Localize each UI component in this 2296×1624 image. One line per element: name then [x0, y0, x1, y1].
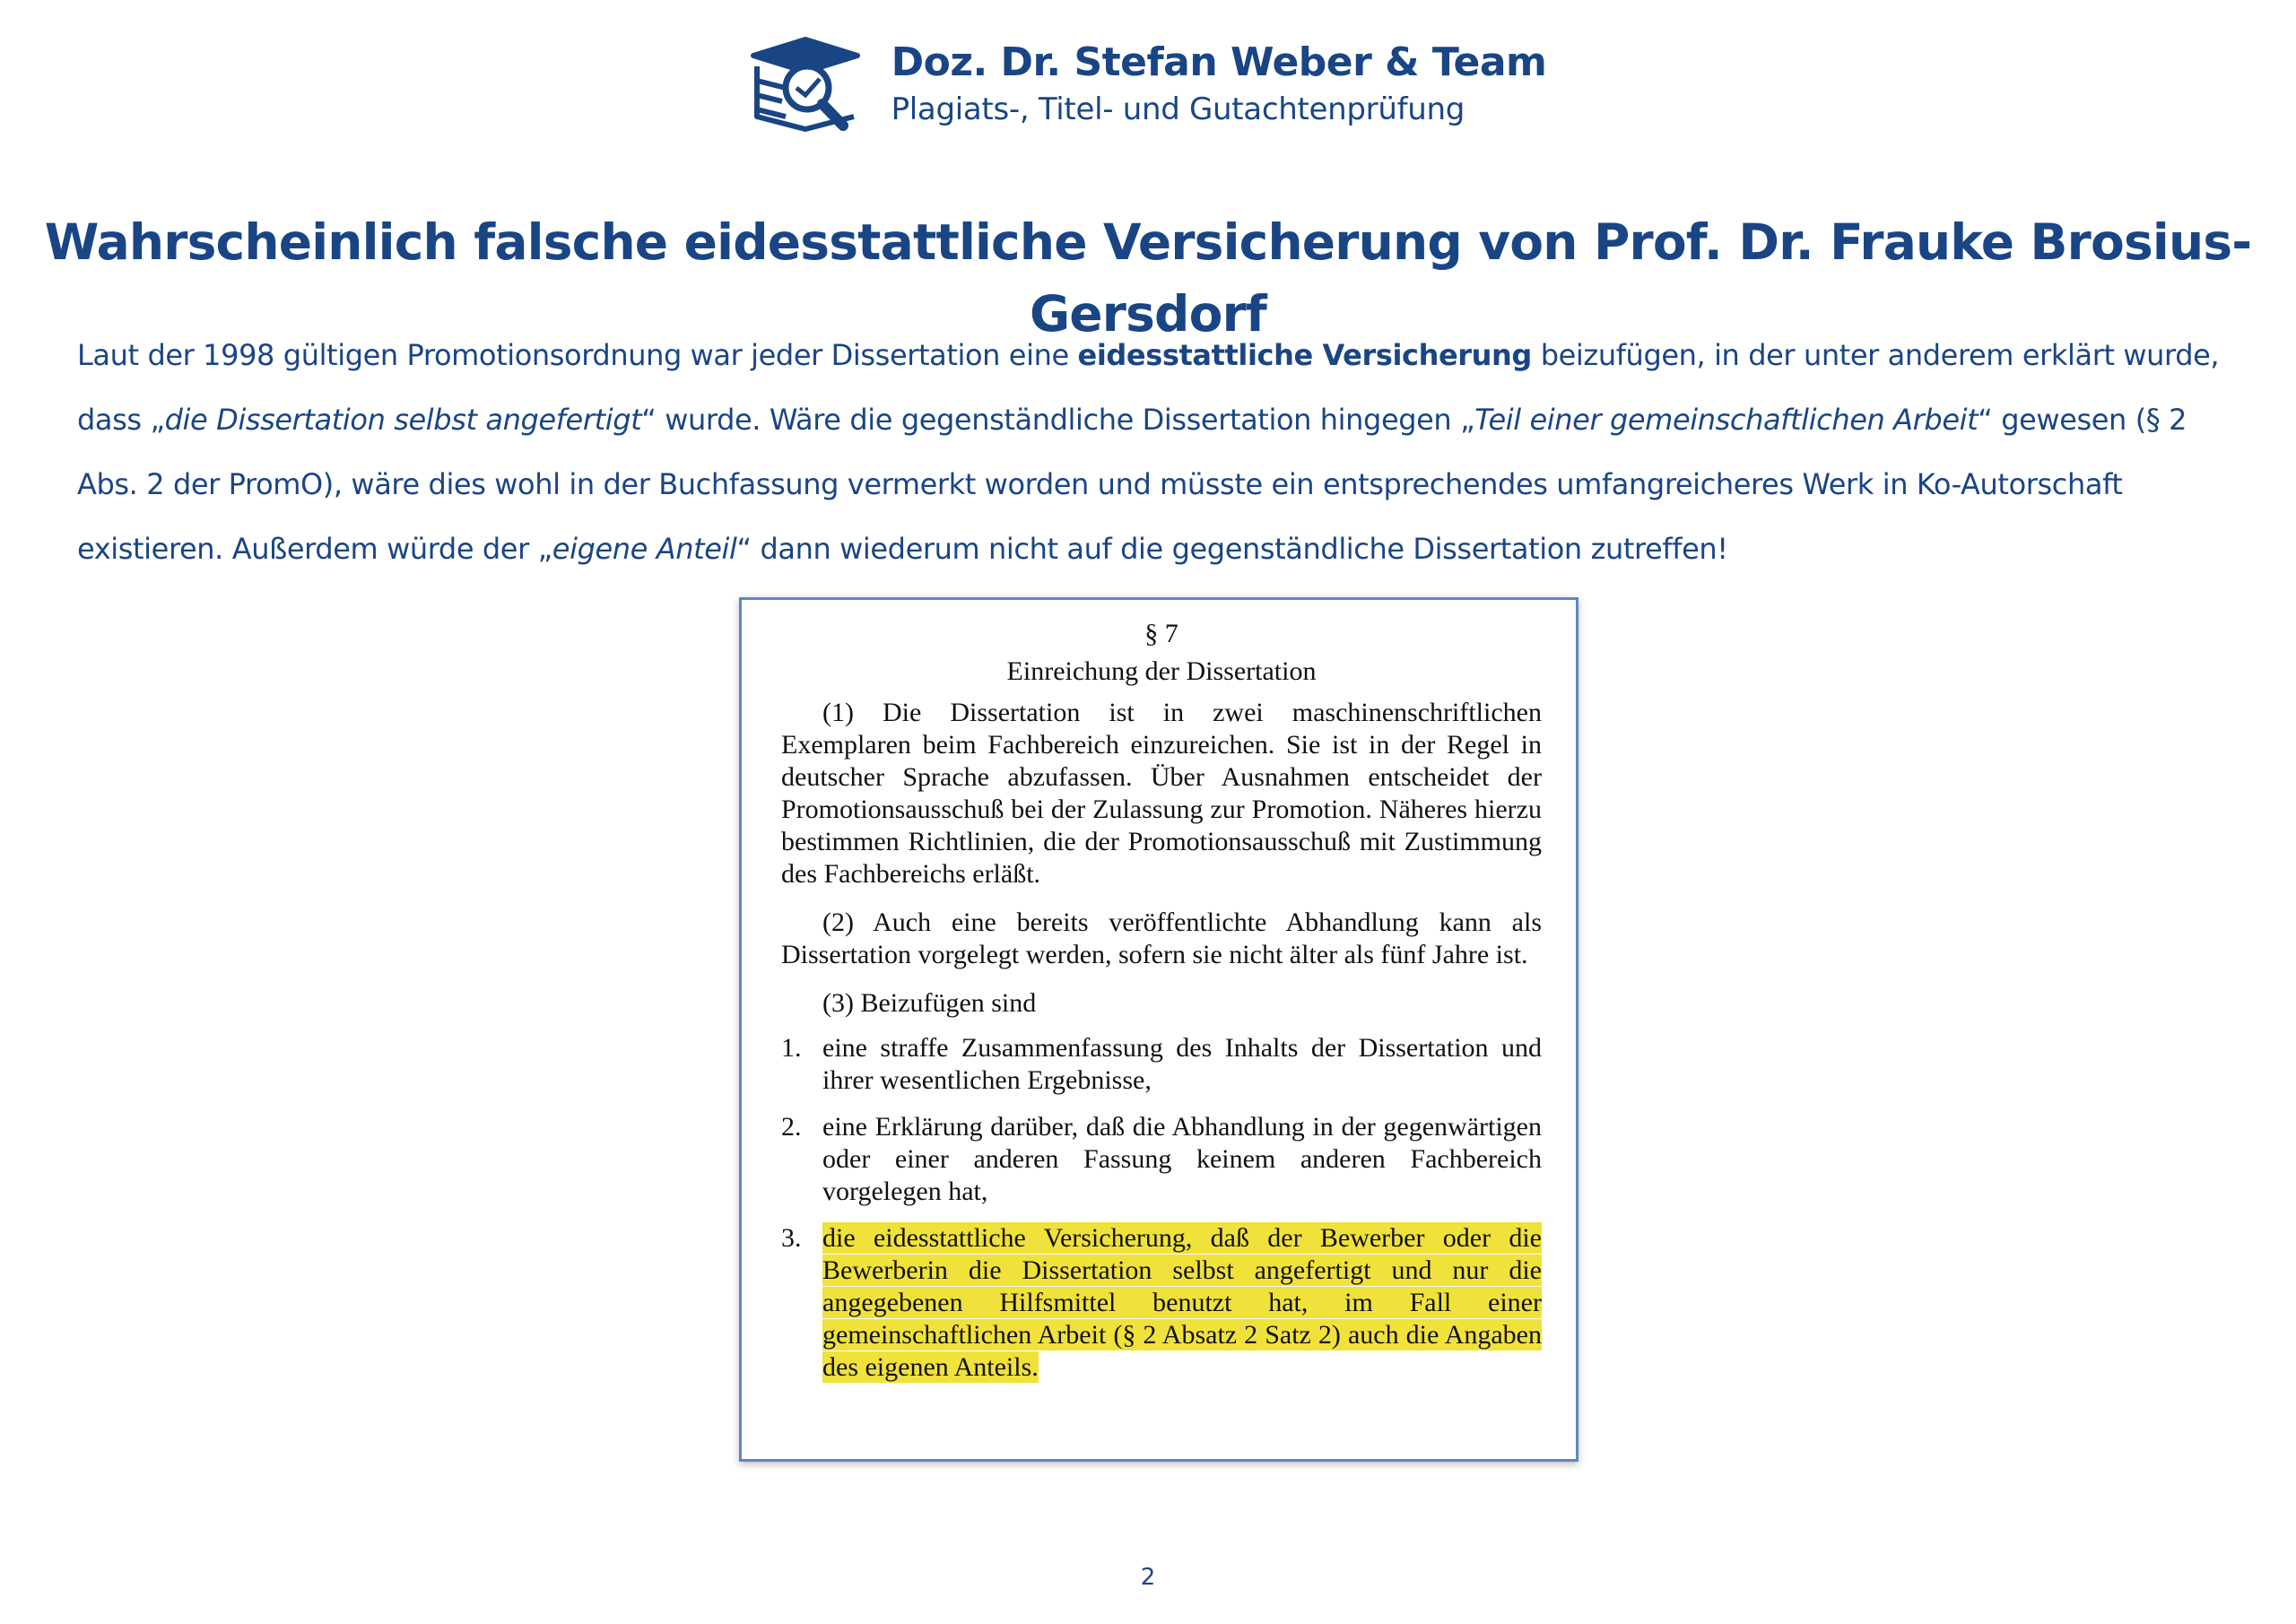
document-excerpt — [739, 597, 1578, 1462]
section-heading: Einreichung der Dissertation — [1006, 656, 1317, 686]
list-item-text: eine Erklärung darüber, daß die Abhandlung in der gegenwärtigen oder einer anderen Fassung keinem anderen Fachbereich vorgelegen hat, — [822, 1112, 1542, 1206]
list-item-text-highlighted — [822, 1222, 1542, 1384]
intro-text-2: beizufügen, in der unter anderem erklärt wurde, dass „ — [77, 338, 2220, 437]
intro-bold-term: eidesstattliche Versicherung — [1077, 338, 1532, 372]
paragraph-1: (1) Die Dissertation ist in zwei maschinenschriftlichen Exemplaren beim Fachbereich einzureichen. Sie ist in der Regel in deutscher Sprache abzufassen. Über Ausnahmen entscheidet der Promotionsausschuß bei der Zulassung zur Promotion. Näheres hierzu bestimmen Richtlinien, die der Promotionsausschuß mit Zustimmung des Fachbereichs erläßt. — [781, 698, 1542, 889]
document-body — [781, 612, 1542, 1398]
intro-paragraph — [77, 323, 2248, 581]
page-number: 2 — [1140, 1564, 1156, 1591]
brand-subtitle: Plagiats-, Titel- und Gutachtenprüfung — [891, 91, 1465, 127]
intro-text-4: “ gewesen (§ 2 Abs. 2 der PromO), wäre dies wohl in der Buchfassung vermerkt worden und müsste ein entsprechendes umfangreicheres Werk in Ko-Autorschaft existieren. Außerdem würde der „ — [77, 403, 2187, 566]
page-title: Wahrscheinlich falsche eidesstattliche Versicherung von Prof. Dr. Frauke Brosius-Gersdorf — [44, 213, 2252, 343]
intro-quote-3: eigene Anteil — [552, 532, 737, 566]
brand-title: Doz. Dr. Stefan Weber & Team — [891, 39, 1547, 85]
list-item — [781, 1032, 1542, 1097]
section-number: § 7 — [1144, 619, 1178, 648]
magnifier-books-icon — [750, 36, 861, 133]
brand-text — [891, 38, 1547, 131]
list-item — [781, 1111, 1542, 1208]
intro-text-1: Laut der 1998 gültigen Promotionsordnung war jeder Dissertation eine — [77, 338, 1078, 372]
brand-header — [0, 36, 2296, 133]
list-item — [781, 1222, 1542, 1384]
intro-text-3: “ wurde. Wäre die gegenständliche Dissertation hingegen „ — [641, 403, 1475, 437]
list-item-number: 1. — [781, 1033, 802, 1063]
highlighted-text: die eidesstattliche Versicherung, daß der Bewerber oder die Bewerberin die Dissertation selbst angefertigt und nur die angegebenen Hilfsmittel benutzt hat, im Fall einer gemeinschaftlichen Arbeit (§ 2 Absatz 2 Satz 2) auch die Angaben des eigenen Anteils. — [822, 1223, 1542, 1382]
paragraph-3: (3) Beizufügen sind — [822, 988, 1037, 1018]
intro-text-5: “ dann wiederum nicht auf die gegenständliche Dissertation zutreffen! — [736, 532, 1728, 566]
list-item-number: 3. — [781, 1223, 802, 1253]
intro-quote-2: Teil einer gemeinschaftlichen Arbeit — [1474, 403, 1979, 437]
paragraph-2: (2) Auch eine bereits veröffentlichte Abhandlung kann als Dissertation vorgelegt werden, sofern sie nicht älter als fünf Jahre ist. — [781, 908, 1542, 969]
intro-quote-1: die Dissertation selbst angefertigt — [164, 403, 642, 437]
list-item-text: eine straffe Zusammenfassung des Inhalts der Dissertation und ihrer wesentlichen Ergebnisse, — [822, 1033, 1542, 1095]
list-item-number: 2. — [781, 1112, 802, 1142]
requirements-list — [781, 1032, 1542, 1384]
